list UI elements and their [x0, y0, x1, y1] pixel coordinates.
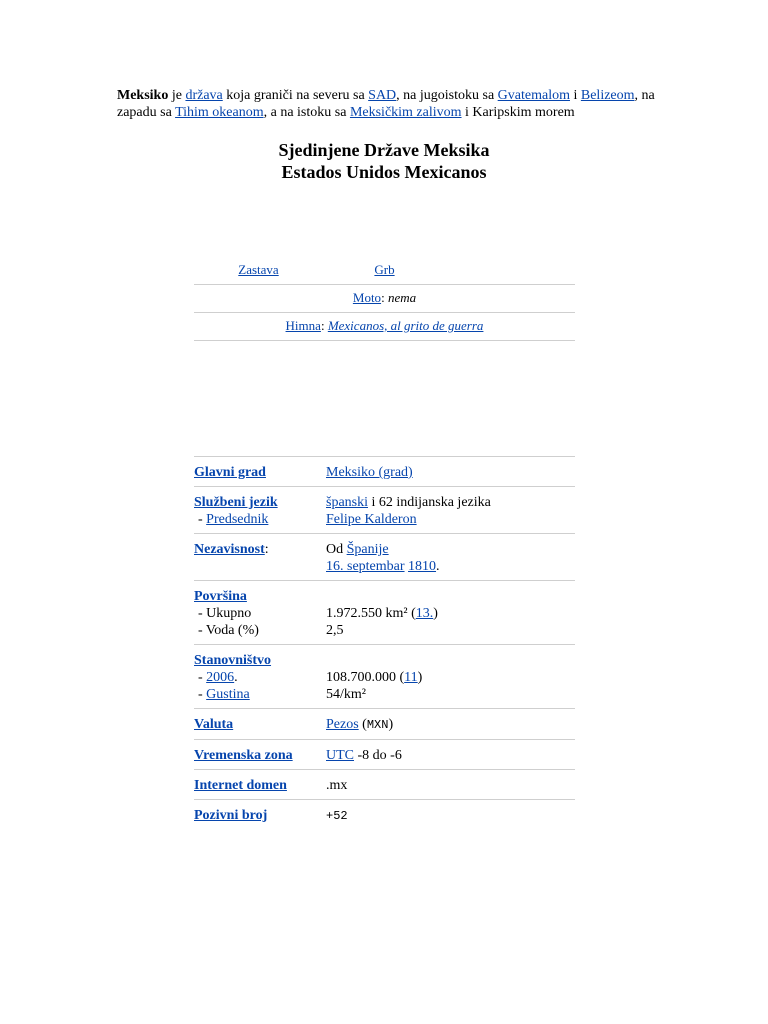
language-rest: i 62 indijanska jezika	[368, 495, 491, 510]
area-total-end: )	[433, 606, 438, 621]
link-year[interactable]: 1810	[408, 559, 437, 574]
emblem-table	[194, 256, 575, 341]
key-cell	[194, 581, 326, 645]
key-sep: :	[264, 542, 269, 557]
sub-end: .	[234, 670, 238, 685]
motto-sep: :	[381, 290, 388, 305]
link-meksicki-zaliv[interactable]: Meksičkim zalivom	[349, 105, 462, 120]
title-line-1: Sjedinjene Države Meksika	[278, 140, 490, 160]
intro-text: , a na istoku sa	[263, 105, 350, 120]
currency-end: )	[388, 717, 394, 732]
sub-prefix: -	[198, 670, 207, 685]
anthem-cell	[194, 312, 575, 340]
link-nezavisnost[interactable]: Nezavisnost	[194, 542, 265, 557]
link-tihi-okean[interactable]: Tihim okeanom	[175, 105, 264, 120]
link-utc[interactable]: UTC	[326, 748, 354, 763]
calling-code-value: +52	[326, 809, 348, 823]
link-internet-domen[interactable]: Internet domen	[194, 778, 287, 793]
row-timezone	[194, 740, 575, 770]
title-line-2: Estados Unidos Mexicanos	[281, 162, 487, 182]
key-cell	[194, 740, 326, 770]
link-belize[interactable]: Belizeom	[580, 88, 635, 103]
intro-text: koja graniči na severu sa	[222, 88, 369, 103]
link-pozivni-broj[interactable]: Pozivni broj	[194, 808, 268, 823]
link-population-rank[interactable]: 11	[404, 670, 418, 685]
link-zastava[interactable]: Zastava	[238, 261, 279, 277]
key-cell	[194, 645, 326, 709]
row-independence	[194, 534, 575, 581]
key-cell	[194, 487, 326, 534]
link-glavni-grad[interactable]: Glavni grad	[194, 465, 266, 480]
row-population	[194, 645, 575, 709]
link-capital-city[interactable]: Meksiko (grad)	[326, 465, 413, 480]
link-president-name[interactable]: Felipe Kalderon	[326, 512, 417, 527]
emblem-row-anthem	[194, 312, 575, 340]
link-sad[interactable]: SAD	[368, 88, 397, 103]
link-gvatemala[interactable]: Gvatemalom	[497, 88, 570, 103]
link-vremenska-zona[interactable]: Vremenska zona	[194, 748, 293, 763]
value-cell	[326, 740, 575, 770]
key-cell	[194, 709, 326, 740]
value-cell	[326, 770, 575, 800]
row-domain	[194, 770, 575, 800]
row-capital	[194, 457, 575, 487]
value-cell	[326, 457, 575, 487]
area-total-value: 1.972.550 km² (	[326, 606, 416, 621]
intro-text: , na zapadu sa	[117, 88, 655, 120]
link-spanija[interactable]: Španije	[346, 542, 389, 557]
link-grb[interactable]: Grb	[374, 261, 395, 277]
link-moto[interactable]: Moto	[352, 290, 382, 305]
link-valuta[interactable]: Valuta	[194, 717, 234, 732]
value-cell	[326, 534, 575, 581]
key-cell	[194, 770, 326, 800]
value-cell	[326, 709, 575, 740]
emblem-row-motto	[194, 284, 575, 312]
country-info-table	[194, 456, 575, 830]
link-anthem-title[interactable]	[328, 318, 484, 333]
link-date[interactable]: 16. septembar	[326, 559, 405, 574]
page-title	[0, 139, 768, 183]
area-water-value: 2,5	[326, 623, 344, 638]
link-spanski[interactable]: španski	[326, 495, 368, 510]
link-sluzbeni-jezik[interactable]: Službeni jezik	[194, 495, 278, 510]
anthem-title: Mexicanos, al grito de guerra	[327, 318, 484, 333]
link-stanovnistvo[interactable]: Stanovništvo	[194, 653, 272, 668]
row-area	[194, 581, 575, 645]
currency-mid: (	[358, 717, 367, 732]
link-himna[interactable]: Himna	[285, 318, 321, 333]
intro-text: i Karipskim morem	[461, 105, 575, 120]
link-predsednik[interactable]: Predsednik	[206, 512, 269, 527]
motto-cell	[194, 284, 575, 312]
currency-code: MXN	[366, 718, 389, 732]
link-2006[interactable]: 2006	[206, 670, 235, 685]
emblem-cell	[194, 256, 575, 284]
motto-value: nema	[387, 290, 417, 305]
value-cell	[326, 800, 575, 831]
key-cell	[194, 457, 326, 487]
sub-prefix: -	[198, 687, 207, 702]
key-cell	[194, 800, 326, 831]
density-value: 54/km²	[326, 687, 366, 702]
population-end: )	[417, 670, 423, 685]
independence-from: Od	[326, 542, 347, 557]
timezone-rest: -8 do -6	[354, 748, 402, 763]
independence-end: .	[436, 559, 440, 574]
value-cell	[326, 487, 575, 534]
intro-text: je	[168, 88, 186, 103]
link-drzava[interactable]: država	[185, 88, 223, 103]
intro-text: i	[569, 88, 581, 103]
area-water-label: - Voda (%)	[198, 623, 259, 638]
sub-prefix: -	[198, 512, 207, 527]
intro-bold-country: Meksiko	[117, 88, 169, 103]
value-cell	[326, 581, 575, 645]
link-povrsina[interactable]: Površina	[194, 589, 247, 604]
row-language	[194, 487, 575, 534]
domain-value: .mx	[326, 778, 348, 793]
anthem-sep: :	[320, 318, 328, 333]
key-cell	[194, 534, 326, 581]
link-pezos[interactable]: Pezos	[326, 717, 359, 732]
link-gustina[interactable]: Gustina	[206, 687, 250, 702]
row-currency	[194, 709, 575, 740]
population-value: 108.700.000 (	[326, 670, 405, 685]
row-calling-code	[194, 800, 575, 831]
intro-paragraph	[117, 87, 657, 121]
link-area-rank[interactable]: 13.	[415, 606, 434, 621]
emblem-row-images	[194, 256, 575, 284]
area-total-label: - Ukupno	[198, 606, 252, 621]
intro-text: , na jugoistoku sa	[396, 88, 498, 103]
value-cell	[326, 645, 575, 709]
